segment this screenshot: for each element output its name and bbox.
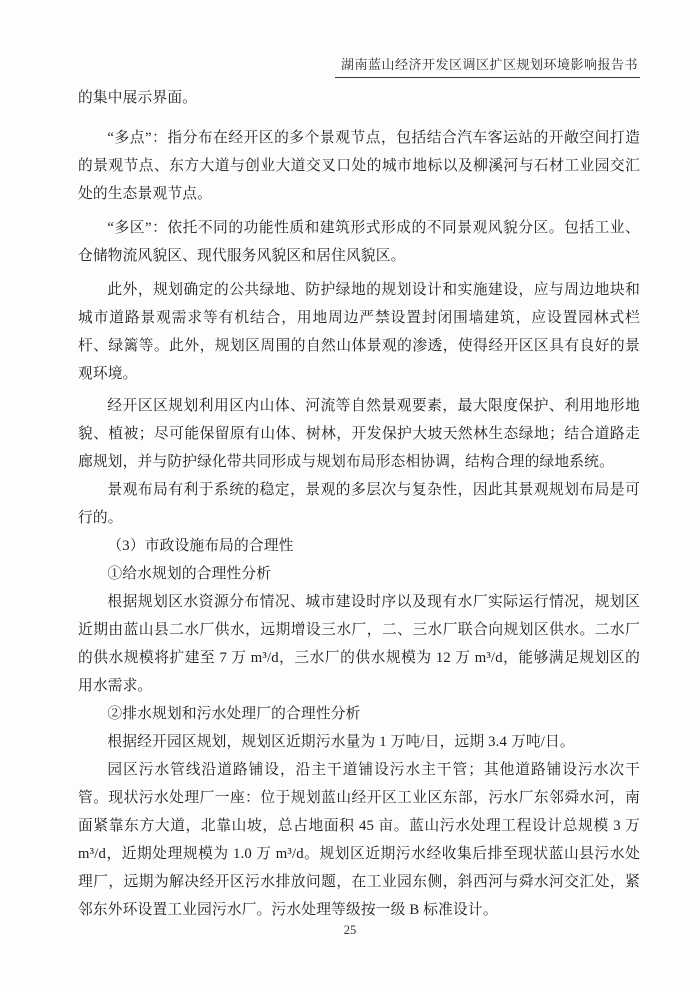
page-body (78, 84, 640, 924)
paragraph: 的集中展示界面。 (78, 90, 198, 106)
paragraph: “多点”：指分布在经开区的多个景观节点，包括结合汽车客运站的开敞空间打造的景观节点、东方大道与创业大道交叉口处的城市地标以及柳溪河与石材工业园交汇处的生态景观节点。 (78, 130, 640, 202)
page-number: 25 (343, 923, 357, 937)
paragraph: 此外，规划确定的公共绿地、防护绿地的规划设计和实施建设，应与周边地块和城市道路景观需求等有机结合，用地周边严禁设置封闭围墙建筑，应设置园林式栏杆、绿篱等。此外，规划区周围的自然山体景观的渗透，使得经开区区具有良好的景观环境。 (78, 282, 640, 382)
subsection-heading: ①给水规划的合理性分析 (107, 566, 272, 582)
subsection-heading: ②排水规划和污水处理厂的合理性分析 (107, 706, 361, 722)
section-heading: （3）市政设施布局的合理性 (107, 538, 294, 554)
paragraph: “多区”：依托不同的功能性质和建筑形式形成的不同景观风貌分区。包括工业、仓储物流风貌区、现代服务风貌区和居住风貌区。 (78, 220, 640, 264)
paragraph: 根据规划区水资源分布情况、城市建设时序以及现有水厂实际运行情况，规划区近期由蓝山县二水厂供水，远期增设三水厂，二、三水厂联合向规划区供水。二水厂的供水规模将扩建至 7 万 m³/d，三水厂的供水规模为 12 万 m³/d，能够满足规划区的用水需求。 (78, 594, 640, 694)
paragraph: 根据经开园区规划，规划区近期污水量为 1 万吨/日，远期 3.4 万吨/日。 (107, 734, 575, 750)
paragraph: 经开区区规划利用区内山体、河流等自然景观要素，最大限度保护、利用地形地貌、植被；尽可能保留原有山体、树林，开发保护大坡天然林生态绿地；结合道路走廊规划，并与防护绿化带共同形成与规划布局形态相协调，结构合理的绿地系统。 (78, 398, 640, 470)
report-title: 湖南蓝山经济开发区调区扩区规划环境影响报告书 (335, 54, 640, 78)
paragraph: 园区污水管线沿道路铺设，沿主干道铺设污水主干管；其他道路铺设污水次干管。现状污水处理厂一座：位于规划蓝山经开区工业区东部，污水厂东邻舜水河，南面紧靠东方大道，北靠山坡，总占地面积 45 亩。蓝山污水处理工程设计总规模 3 万 m³/d，近期处理规模为 1.0 万 m³/d。规划区近期污水经收集后排至现状蓝山县污水处理厂，远期为解决经开区污水排放问题，在工业园东侧，斜西河与舜水河交汇处，紧邻东外环设置工业园污水厂。污水处理等级按一级 B 标准设计。 (78, 762, 640, 918)
paragraph: 景观布局有利于系统的稳定，景观的多层次与复杂性，因此其景观规划布局是可行的。 (78, 482, 640, 526)
page-header (0, 54, 640, 78)
